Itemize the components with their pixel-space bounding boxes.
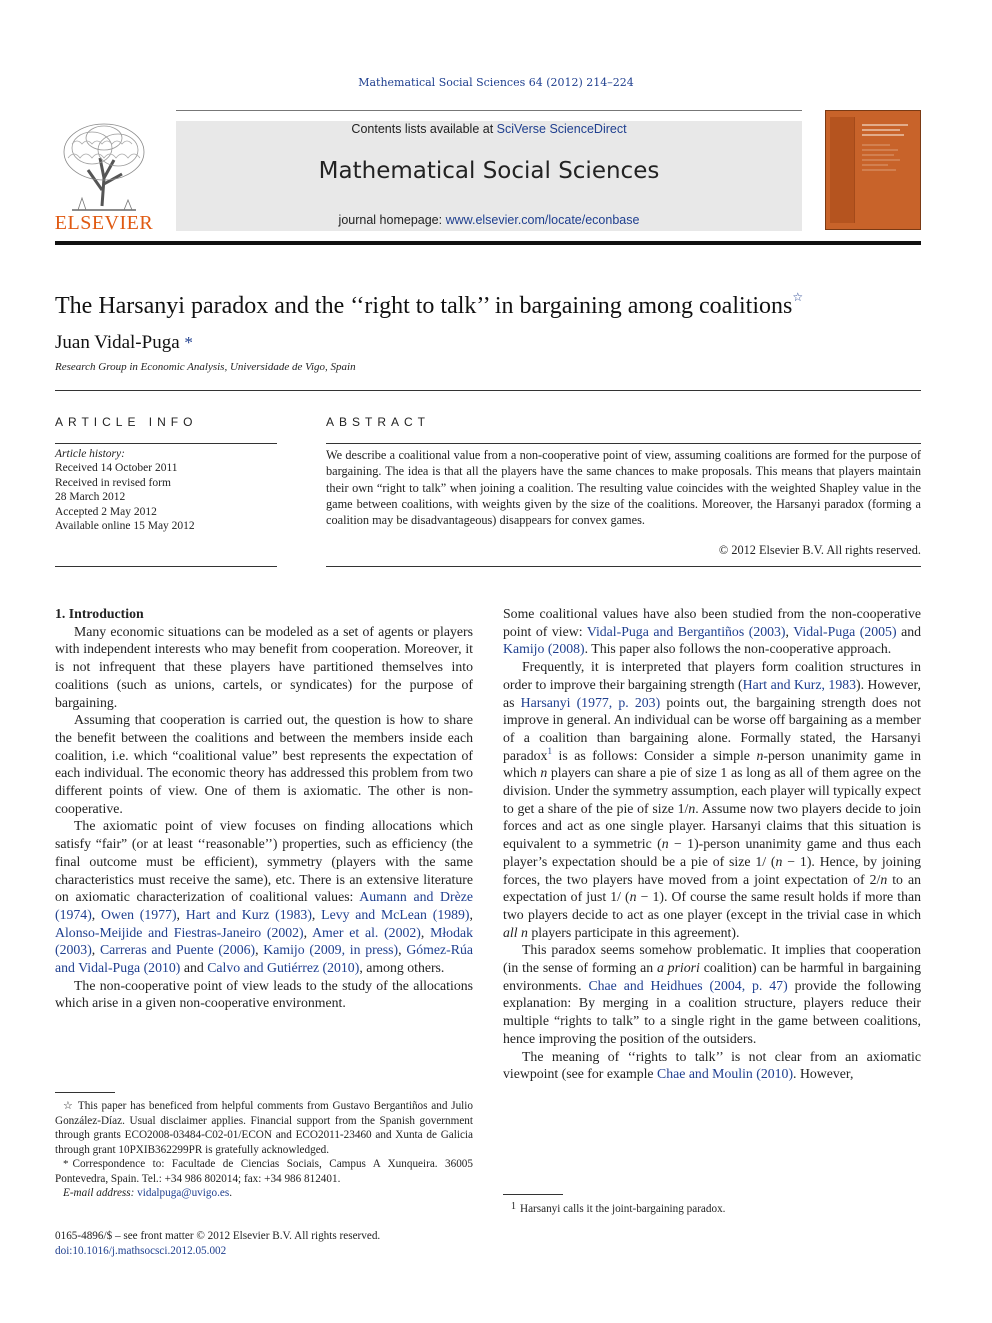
text-run: provide the following explanation: By merging in a coalition structure, players reduce their multiple “rights to talk” to a single right in the game between coalitions, hence improving the position of the outsiders. [503,977,921,1046]
citation-link[interactable]: Carreras and Puente (2006) [99,942,256,958]
footnote-rule-left [55,1092,115,1093]
article-history [55,447,285,533]
abstract-rule [326,443,921,444]
history-line: Received 14 October 2011 [55,462,178,475]
citation-link[interactable]: Chae and Moulin (2010) [657,1066,794,1082]
text-run: Assuming that cooperation is carried out, the question is how to share the benefit between the coalitions and between the members inside each coalition, i.e. which “coalitional value” best represents the expectation of each individual. The economic theory has addressed this problem from two different points of view. One of them is axiomatic. The other is non-cooperative. [55,712,473,816]
author-name: Juan Vidal-Puga [55,332,180,353]
text-run: -person unanimity game in which [503,747,921,781]
elsevier-wordmark: ELSEVIER [54,212,154,234]
italic-math: n [688,800,696,816]
body-paragraph [503,1048,921,1083]
text-run: . However, [793,1066,854,1082]
doi-link[interactable]: doi:10.1016/j.mathsocsci.2012.05.002 [55,1245,227,1257]
footnote-correspondence-text: Correspondence to: Facultade de Ciencias Sociais, Campus A Xunqueira. 36005 Pontevedra, Spain. Tel.: +34 986 802014; fax: +34 986 812401. [55,1158,473,1185]
journal-name: Mathematical Social Sciences [318,158,660,184]
citation-link[interactable]: Levy and McLean (1989) [321,906,470,922]
text-run: , [785,623,794,639]
abstract-copyright: © 2012 Elsevier B.V. All rights reserved. [718,543,921,557]
text-run: , [91,942,100,958]
text-run: , [303,924,313,940]
footnote-email [55,1186,473,1201]
italic-math: n [629,889,637,905]
history-line: Accepted 2 May 2012 [55,505,157,518]
text-run: to an expectation of just 1/ ( [503,871,921,905]
italic-math: n [756,747,764,763]
body-paragraph [55,977,473,1012]
citation-link[interactable]: Alonso-Meijide and Fiestras-Janeiro (2002) [55,924,304,940]
sciencedirect-link[interactable]: SciVerse ScienceDirect [496,122,627,136]
author-line [55,332,193,354]
footnote-asterisk-mark: * [63,1158,69,1170]
text-run: . Assume now two players decide to join forces and act as one single player. Harsanyi claims that this situation is equivalent to a symmetric ( [503,800,921,852]
citation-link[interactable]: Chae and Heidhues (2004, p. 47) [588,977,788,993]
front-matter-line [55,1229,473,1259]
text-run: is as follows: Consider a simple [551,747,757,763]
journal-cover-image [825,110,921,230]
article-history-title: Article history: [55,448,125,460]
footnote-star-mark: ☆ [63,1100,74,1112]
text-run: , [398,942,407,958]
citation-link[interactable]: Vidal-Puga and Bergantiños (2003) [586,623,786,639]
italic-math: all n [503,924,528,940]
text-run: The axiomatic point of view focuses on finding allocations which satisfy “fair” (or at least ‘‘reasonable’’) properties, such as efficiency (the final outcome must be efficient), symmetry (players with the same characteristics must receive the same), etc. There is an extensive literature on axiomatic characterization of coalitional values: [55,818,473,905]
header-rule [176,110,802,111]
citation-link[interactable]: Kamijo (2009, in press) [263,942,399,958]
citation-link[interactable]: Amer et al. (2002) [312,924,421,940]
citation-link[interactable]: Młodak (2003) [55,924,473,958]
footnote-1 [503,1201,921,1215]
homepage-line [176,213,802,227]
italic-math: n [880,871,888,887]
homepage-prefix: journal homepage: [338,213,446,227]
italic-math: n [775,853,783,869]
abstract-text: We describe a coalitional value from a non-cooperative point of view, assuming coalitions are formed for the purpose of bargaining. The idea is that all the players have the same chances to make proposals. This means that players maintain their own “right to talk” when joining a coalition. The resulting value coincides with the weighted Shapley value in the game between coalitions, with weights given by the size of the coalitions. Moreover, the Harsanyi paradox (forming a coalition may be disadvantageous) disappears for convex games. [326,448,921,528]
italic-math: n [540,765,548,781]
text-run: − 1). Hence, by joining forces, the two players have moved from a joint expectation of 2/ [503,853,921,887]
history-line: Available online 15 May 2012 [55,520,195,533]
italic-math: n [661,836,669,852]
body-paragraph [503,941,921,1047]
article-title [55,290,935,320]
author-affiliation: Research Group in Economic Analysis, Universidade de Vigo, Spain [55,361,356,373]
body-paragraph [503,605,921,658]
footnote-acknowledgement-text: This paper has beneficed from helpful comments from Gustavo Bergantiños and Julio González-Díaz. Usual disclaimer applies. Financial support from the Spanish government through grants ECO2008-03484-C02-01/ECON and ECO2011-23460 and Xunta de Galicia through grant 10PXIB362299PR is gratefully acknowledged. [55,1100,473,1156]
text-run: , [91,906,102,922]
footnote-rule-right [503,1194,563,1195]
email-label: E-mail address: [63,1187,138,1199]
email-link[interactable]: vidalpuga@uvigo.es [137,1187,230,1199]
body-paragraph [55,711,473,817]
body-column-left [55,605,473,1012]
article-info-rule [55,443,277,444]
contents-line [176,122,802,136]
cover-text-lines [860,119,916,219]
text-run: ). However, as [503,676,921,710]
article-title-text: The Harsanyi paradox and the ‘‘right to talk’’ in bargaining among coalitions [55,293,793,319]
citation-link[interactable]: Gómez-Rúa and Vidal-Puga (2010) [55,942,473,976]
footnote-1-mark: 1 [511,1201,516,1212]
text-run: . This paper also follows the non-cooperative approach. [584,641,892,657]
italic-math: a priori [656,960,700,976]
journal-homepage-link[interactable]: www.elsevier.com/locate/econbase [445,213,640,227]
text-run: This paradox seems somehow problematic. It implies that cooperation (in the sense of forming an [503,942,921,976]
citation-link[interactable]: Aumann and Drèze (1974) [55,889,473,922]
text-run: − 1). Of course the same result holds if more than two players decide to act as one player (except in the trivial case in which [503,889,921,922]
text-run: , [255,942,264,958]
text-run: and [896,623,921,639]
footnote-correspondence [55,1157,473,1186]
contents-prefix: Contents lists available at [351,122,497,136]
text-run: , among others. [359,960,445,976]
citation-link[interactable]: Vidal-Puga (2005) [793,623,897,639]
text-run: and [180,960,208,976]
text-run: players can share a pie of size 1 as long as all of them agree on the division. Under the symmetry assumption, each player will typically expect to get a share of the pie of size 1/ [503,765,921,816]
header-thick-rule [55,241,921,245]
text-run: − 1)-person unanimity game and thus each player’s expectation should be a pie of size 1/ ( [503,836,922,869]
title-footnote-mark[interactable]: ☆ [792,290,804,304]
citation-link[interactable]: Hart and Kurz (1983) [185,906,312,922]
text-run: The non-cooperative point of view leads to the study of the allocations which arise in a given non-cooperative environment. [55,977,473,1011]
footnote-1-text: Harsanyi calls it the joint-bargaining paradox. [520,1203,726,1215]
text-run: , [420,924,431,940]
body-paragraph [55,623,473,712]
citation-link[interactable]: Calvo and Gutiérrez (2010) [207,960,360,976]
abstract-bottom-rule [326,566,921,567]
issn-line: 0165-4896/$ – see front matter © 2012 Elsevier B.V. All rights reserved. [55,1230,381,1242]
citation-link[interactable]: Harsanyi (1977, p. 203) [520,694,661,710]
footnotes-left [55,1099,473,1201]
author-footnote-mark[interactable]: * [184,333,193,352]
history-line: Received in revised form [55,476,171,489]
text-run: , [469,906,473,922]
section-title-introduction: 1. Introduction [55,606,144,621]
article-info-heading: ARTICLE INFO [55,415,198,429]
body-paragraph [503,658,921,941]
text-run: The meaning of ‘‘rights to talk’’ is not clear from an axiomatic viewpoint (see for example [503,1048,921,1082]
text-run: Many economic situations can be modeled as a set of agents or players with independent interests who may benefit from cooperation. Moreover, it is not infrequent that these players have partitioned themselves into coalitions (such as unions, cartels, or syndicates) for the purpose of bargaining. [55,623,473,710]
article-info-bottom-rule [55,566,277,567]
citation-link[interactable]: Kamijo (2008) [503,641,585,657]
cover-spine-strip [830,117,855,223]
abstract-heading: ABSTRACT [326,415,431,429]
text-run: , [176,906,186,922]
text-run: players participate in this agreement). [527,924,740,940]
footnote-acknowledgement [55,1099,473,1157]
history-line: 28 March 2012 [55,491,126,504]
body-column-right [503,605,921,1083]
text-run: Some coalitional values have also been studied from the non-cooperative point of view: [503,606,921,639]
text-run: , [311,906,322,922]
email-end: . [229,1187,232,1199]
text-run: points out, the bargaining strength does not improve in general. An individual can be worse off bargaining as a member of a coalition than bargaining alone. Formally stated, the Harsanyi paradox [503,694,921,763]
footnote-reference[interactable]: 1 [547,745,552,756]
body-paragraph [55,817,473,976]
title-rule [55,390,921,391]
text-run: coalition) can be harmful in bargaining environments. [503,960,921,993]
citation-link[interactable]: Owen (1977) [101,906,177,922]
citation-link[interactable]: Hart and Kurz, 1983 [742,676,857,692]
journal-citation[interactable]: Mathematical Social Sciences 64 (2012) 214–224 [358,76,634,89]
text-run: Frequently, it is interpreted that players form coalition structures in order to improve their bargaining strength ( [503,659,921,692]
